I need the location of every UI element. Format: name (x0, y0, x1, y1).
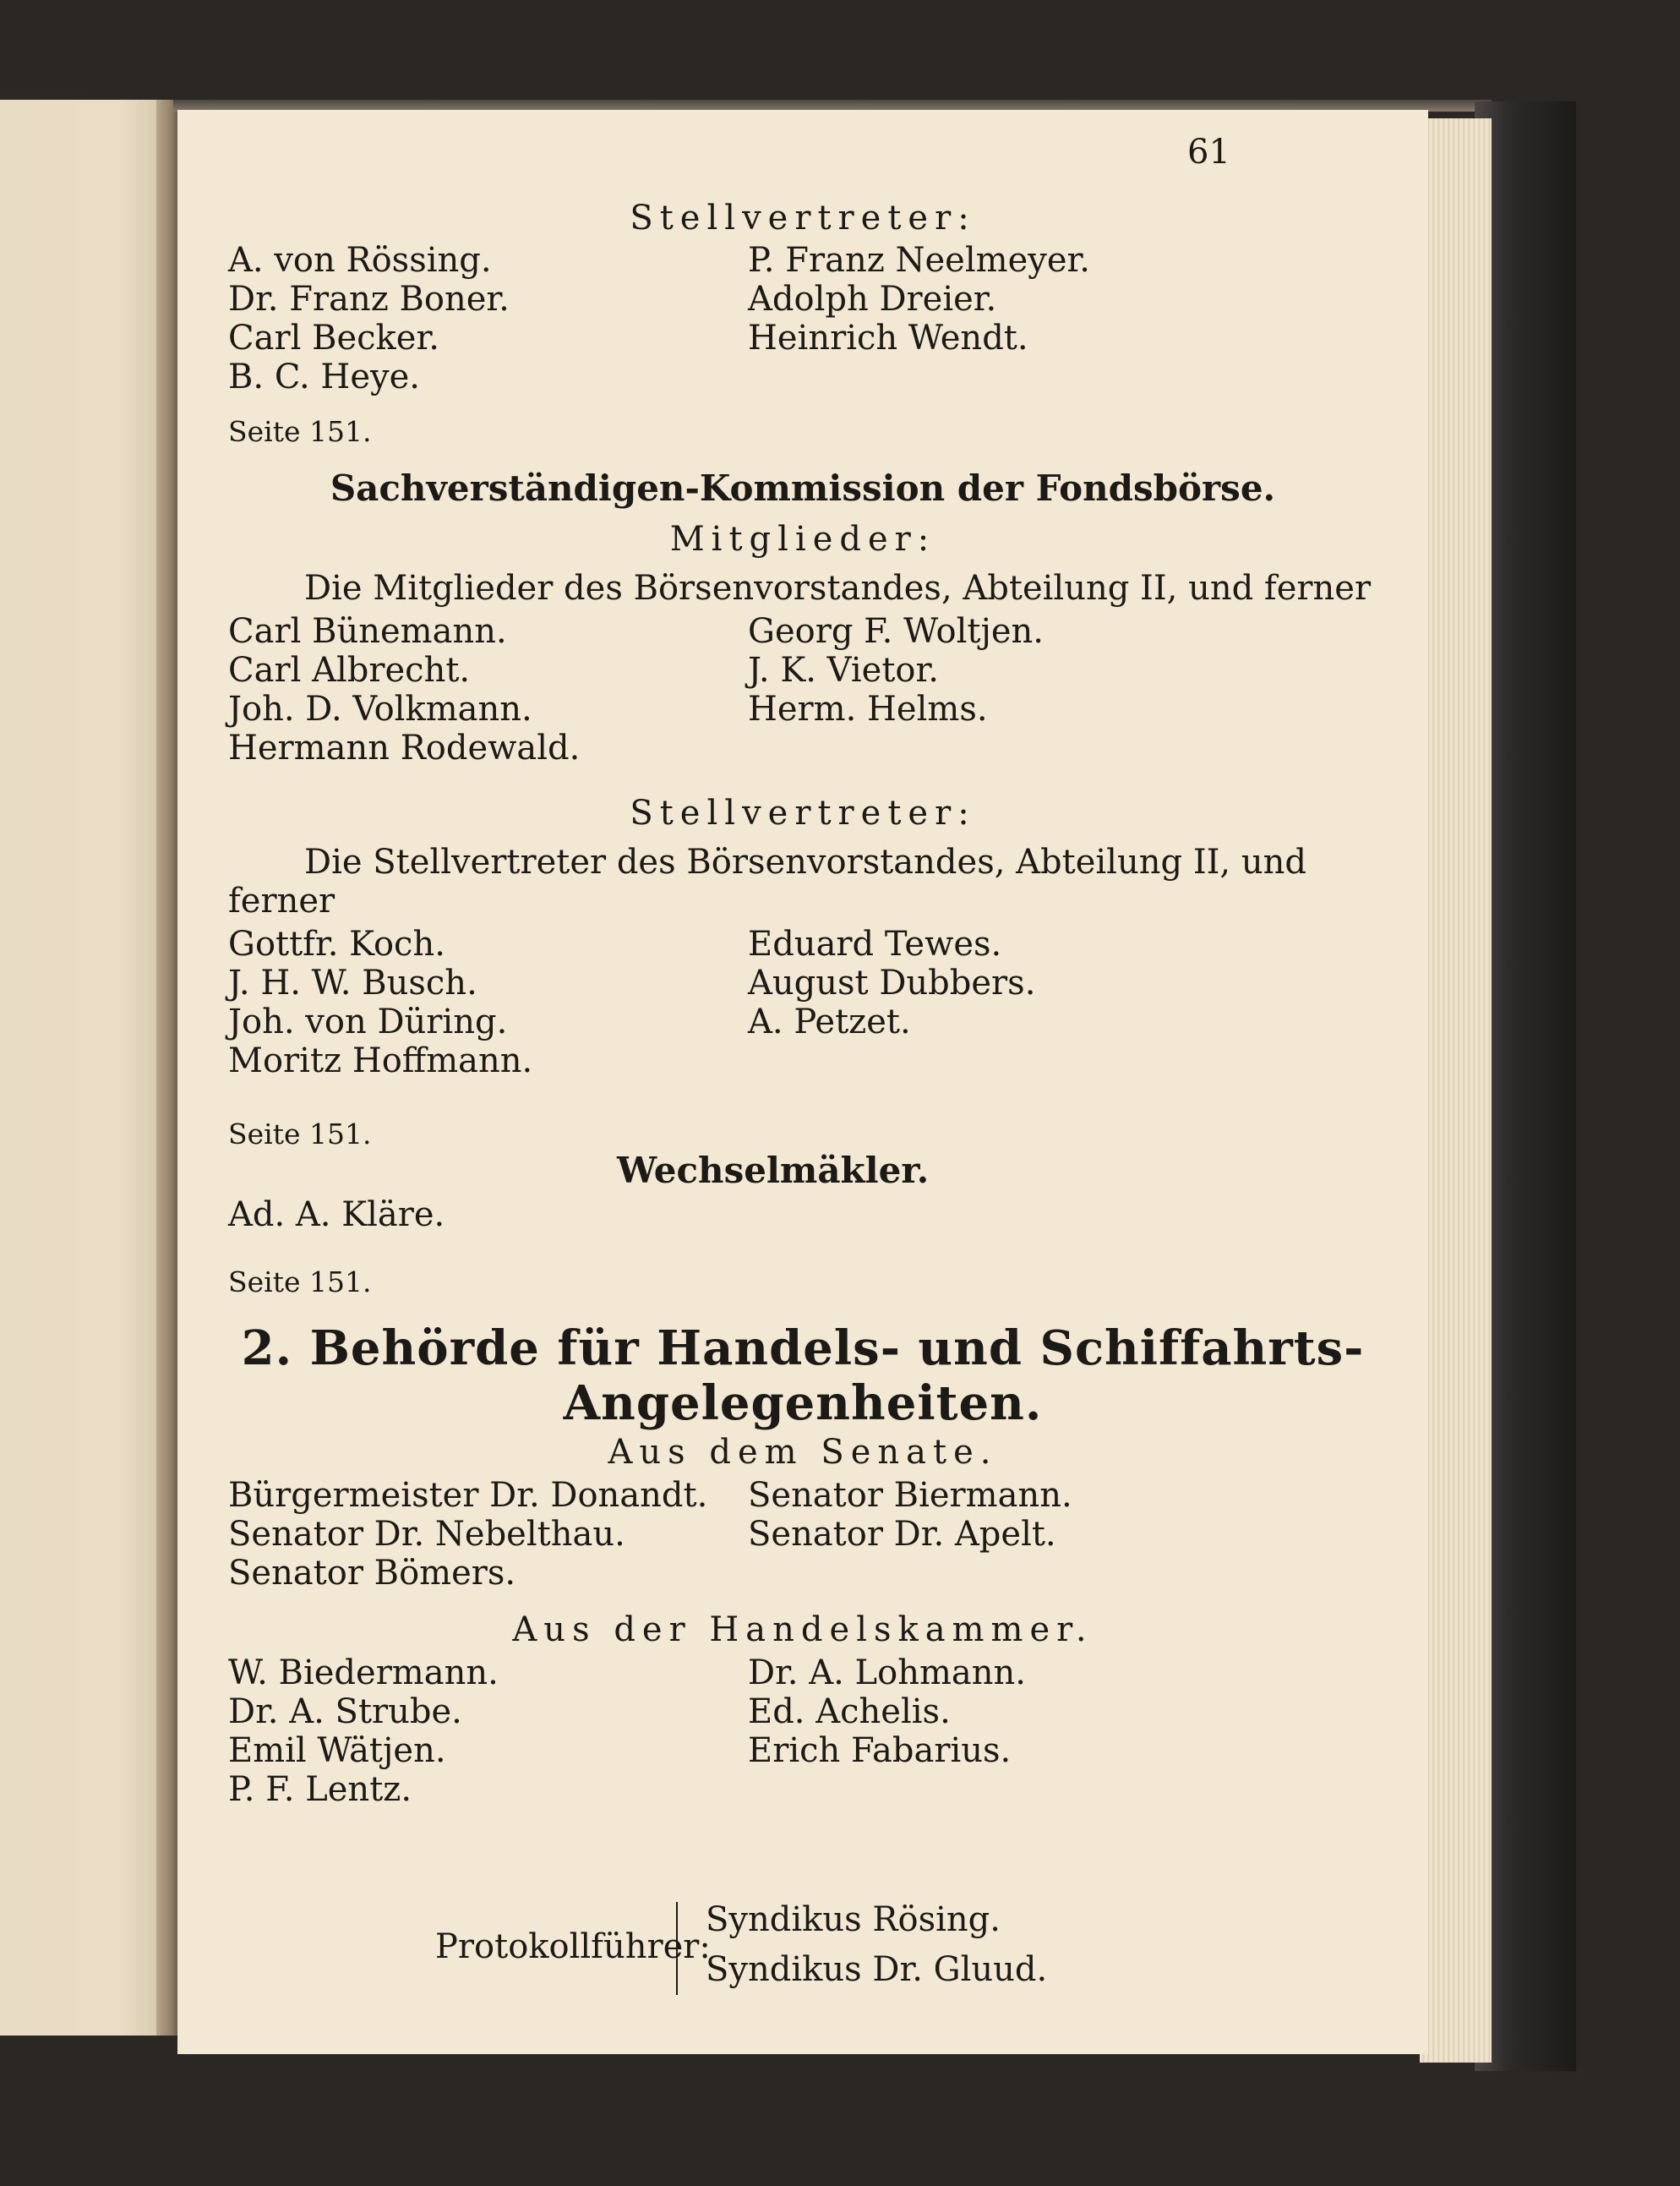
members-heading: Mitglieder: (669, 520, 936, 559)
list-item: Syndikus Dr. Gluud. (706, 1950, 1048, 1989)
list-item: P. F. Lentz. (228, 1770, 412, 1809)
brace (676, 1902, 691, 1995)
list-item: Carl Albrecht. (228, 651, 471, 690)
list-item: Ad. A. Kläre. (228, 1195, 445, 1234)
list-item: Hermann Rodewald. (228, 729, 581, 768)
senate-heading: Aus dem Senate. (608, 1433, 998, 1472)
list-item: Bürgermeister Dr. Donandt. (228, 1476, 708, 1515)
list-item: J. H. W. Busch. (228, 964, 477, 1003)
list-item: Carl Bünemann. (228, 612, 507, 651)
list-item: Senator Biermann. (748, 1476, 1072, 1515)
list-item: Dr. Franz Boner. (228, 280, 510, 319)
list-item: P. Franz Neelmeyer. (748, 241, 1090, 280)
section-title: Wechselmäkler. (617, 1150, 930, 1191)
page-reference: Seite 151. (228, 1118, 372, 1150)
list-item: Dr. A. Strube. (228, 1692, 462, 1731)
deputies-heading-2: Stellvertreter: (630, 794, 976, 833)
list-item: Senator Bömers. (228, 1554, 516, 1593)
list-item: Emil Wätjen. (228, 1731, 446, 1770)
list-item: August Dubbers. (748, 964, 1036, 1003)
page-reference: Seite 151. (228, 1265, 372, 1298)
list-item: Adolph Dreier. (748, 280, 997, 319)
list-item: Herm. Helms. (748, 690, 988, 729)
section-title: Sachverständigen-Kommission der Fondsbörse. (330, 467, 1276, 509)
list-item: A. Petzet. (748, 1003, 911, 1041)
left-page-edge (0, 100, 173, 2036)
list-item: J. K. Vietor. (748, 651, 939, 690)
list-item: Georg F. Woltjen. (748, 612, 1044, 651)
list-item: Heinrich Wendt. (748, 319, 1028, 358)
list-item: Ed. Achelis. (748, 1692, 951, 1731)
chamber-heading: Aus der Handelskammer. (512, 1610, 1094, 1649)
list-item: W. Biedermann. (228, 1653, 499, 1692)
list-item: Moritz Hoffmann. (228, 1041, 533, 1080)
list-item: Senator Dr. Nebelthau. (228, 1515, 625, 1554)
list-item: Joh. von Düring. (228, 1003, 508, 1041)
page-stack-edge (1420, 118, 1492, 2063)
members-intro: Die Mitglieder des Börsenvorstandes, Abteilung II, und ferner (304, 569, 1372, 608)
deputies-intro: Die Stellvertreter des Börsenvorstandes, Abteilung II, und (304, 843, 1306, 882)
list-item: Erich Fabarius. (748, 1731, 1012, 1770)
page-reference: Seite 151. (228, 415, 372, 448)
list-item: Eduard Tewes. (748, 925, 1002, 964)
list-item: A. von Rössing. (228, 241, 492, 280)
deputies-heading: Stellvertreter: (630, 199, 976, 238)
list-item: Dr. A. Lohmann. (748, 1653, 1026, 1692)
chapter-title-line2: Angelegenheiten. (563, 1375, 1043, 1431)
list-item: Carl Becker. (228, 319, 439, 358)
list-item: B. C. Heye. (228, 358, 420, 396)
clerk-label: Protokollführer: (435, 1927, 711, 1966)
page-number: 61 (1187, 133, 1230, 172)
list-item: Senator Dr. Apelt. (748, 1515, 1056, 1554)
deputies-intro-continued: ferner (228, 882, 335, 921)
list-item: Gottfr. Koch. (228, 925, 445, 964)
list-item: Syndikus Rösing. (706, 1900, 1001, 1939)
book-page (177, 110, 1428, 2054)
list-item: Joh. D. Volkmann. (228, 690, 532, 729)
chapter-title-line1: 2. Behörde für Handels- und Schiffahrts- (241, 1320, 1365, 1376)
